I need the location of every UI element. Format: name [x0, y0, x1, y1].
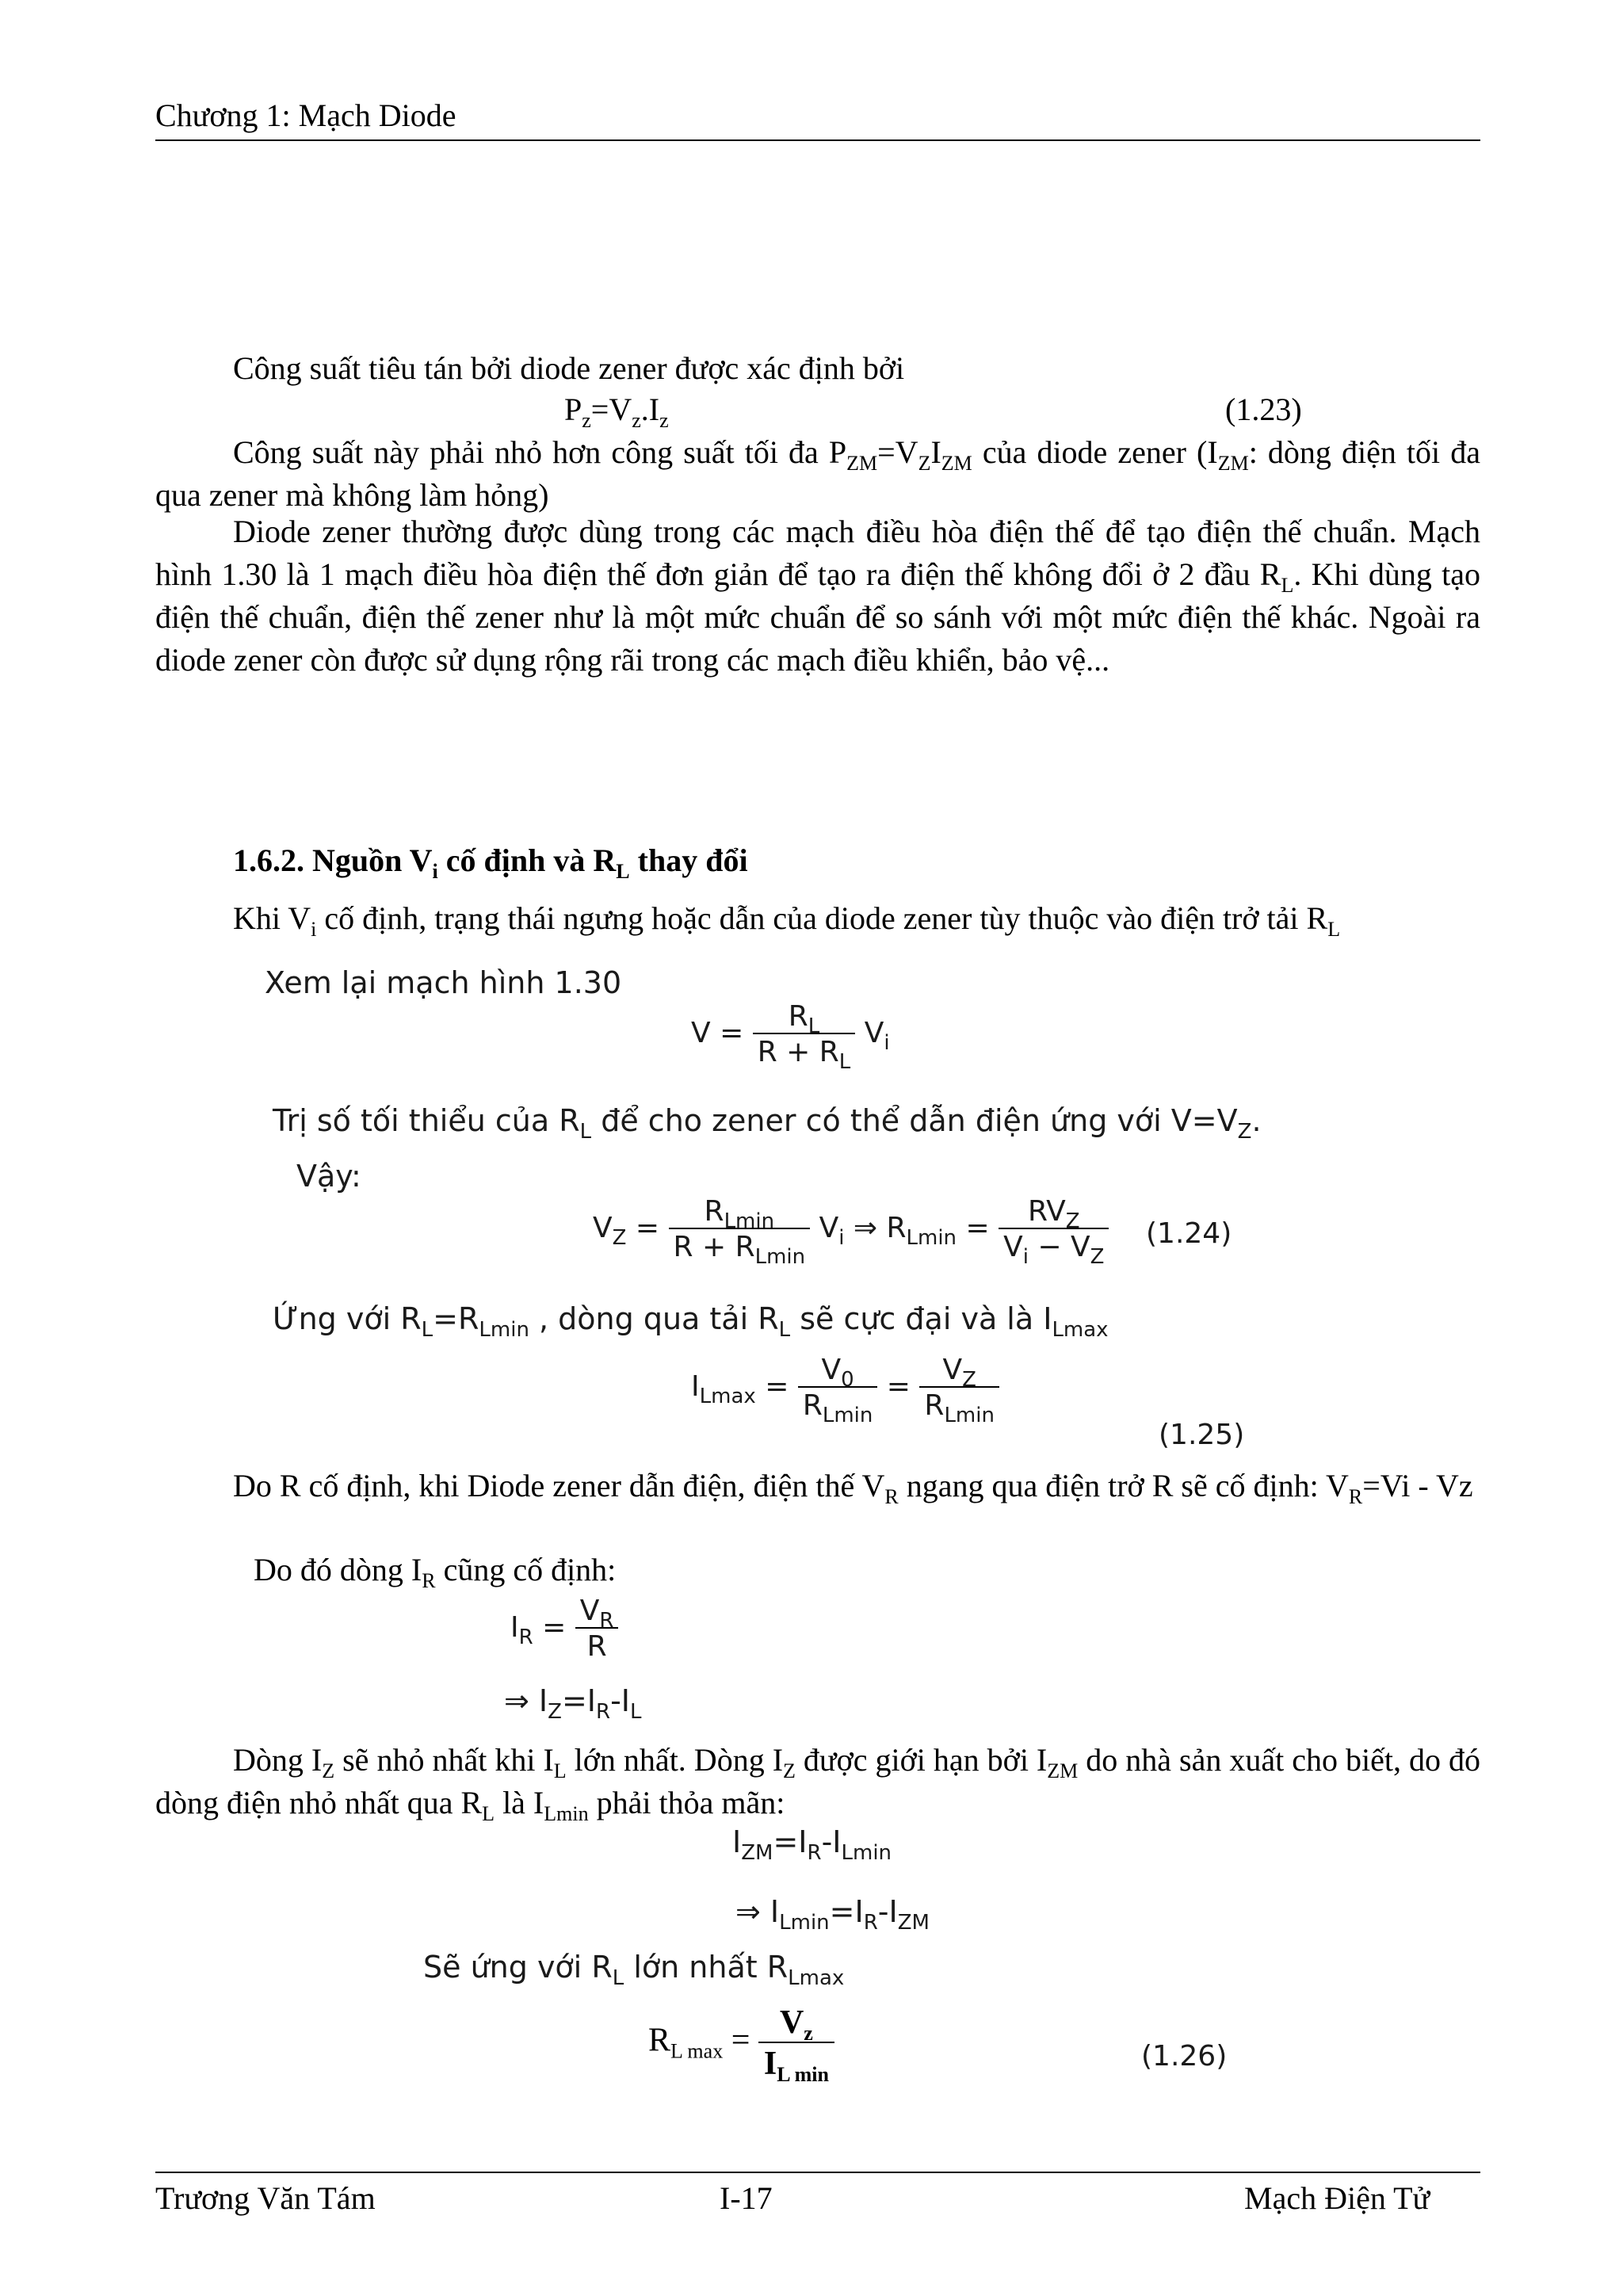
footer-page-number: I-17 [720, 2180, 773, 2216]
footer-author: Trương Văn Tám [155, 2180, 376, 2216]
paragraph-ir-fixed: Do đó dòng $I_R$ cũng cố định: [254, 1552, 617, 1592]
text-rlmax: Sẽ ứng với $R_L$ lớn nhất $R_{Lmax}$ [423, 1950, 845, 1990]
equation-1-25: $I_{Lmax}$ = $\frac{V_0}{R_{Lmin}}$ = $\frac{V_Z}{R_{Lmin}}$ [691, 1354, 999, 1422]
text-rl-equals-rlmin: Ứng với $R_L=R_{Lmin}$ , dòng qua tải $R_L$ sẽ cực đại và là $I_{Lmax}$ [273, 1301, 1109, 1342]
paragraph-max-power: Công suất này phải nhỏ hơn công suất tối đa $P_{ZM}=V_ZI_{ZM}$ của diode zener ($I_{ZM}$: dòng điện tối đa qua zener mà không làm hỏng) [155, 434, 1480, 513]
equation-ir: $I_R$ = $\frac{V_R}{R}$ [510, 1595, 618, 1663]
section-heading-1-6-2: 1.6.2. Nguồn $V_i$ cố định và $R_L$ thay đổi [233, 842, 748, 883]
equation-1-26: $R_{L max}$ = $\frac{V_z}{I_{L min}}$ [648, 2004, 834, 2083]
paragraph-vr-fixed: Do R cố định, khi Diode zener dẫn điện, điện thế $V_R$ ngang qua điện trở R sẽ cố định: $V_R=Vi - Vz$ [233, 1468, 1473, 1508]
equation-number-1-24: (1.24) [1146, 1217, 1232, 1250]
equation-1-24: $V_Z$ = $\frac{R_{Lmin}}{R + R_{Lmin}}$ $V_i$ ⇒ $R_{Lmin}$ = $\frac{RV_Z}{V_i - V_Z}$ [593, 1195, 1109, 1263]
equation-voltage-divider: V = $\frac{R_L}{R + R_L}$ $V_i$ [691, 1000, 890, 1074]
header-rule [155, 139, 1480, 141]
equation-1-23: $P_z=V_z.I_z$ [564, 392, 669, 432]
text-therefore: Vậy: [296, 1159, 361, 1194]
equation-iz: ⇒ $I_Z=I_R-I_L$ [504, 1683, 642, 1724]
text-min-rl: Trị số tối thiểu của $R_L$ để cho zener có thể dẫn điện ứng với $V=V_Z$. [273, 1103, 1262, 1144]
equation-izm: $I_{ZM}=I_R-I_{Lmin}$ [732, 1824, 892, 1865]
paragraph-iz-min: Dòng $I_Z$ sẽ nhỏ nhất khi $I_L$ lớn nhất. Dòng $I_Z$ được giới hạn bởi $I_{ZM}$ do nhà sản xuất cho biết, do đó dòng điện nhỏ nhất qua $R_L$ là $I_{Lmin}$ phải thỏa mãn: [155, 1742, 1480, 1825]
equation-ilmin: ⇒ $I_{Lmin}=I_R-I_{ZM}$ [735, 1894, 930, 1935]
text-review-circuit: Xem lại mạch hình 1.30 [265, 965, 622, 1000]
paragraph-power-intro: Công suất tiêu tán bởi diode zener được xác định bởi [233, 350, 905, 386]
equation-number-1-26: (1.26) [1141, 2040, 1228, 2073]
footer-rule [155, 2172, 1480, 2173]
paragraph-zener-usage: Diode zener thường được dùng trong các mạch điều hòa điện thế để tạo điện thế chuẩn. Mạch hình 1.30 là 1 mạch điều hòa điện thế đơn giản để tạo ra điện thế không đổi ở 2 đầu $R_L$. Khi dùng tạo điện thế chuẩn, điện thế zener như là một mức chuẩn để so sánh với một mức điện thế khác. Ngoài ra diode zener còn được sử dụng rộng rãi trong các mạch điều khiển, bảo vệ... [155, 514, 1480, 678]
paragraph-vi-fixed: Khi $V_i$ cố định, trạng thái ngưng hoặc dẫn của diode zener tùy thuộc vào điện trở tải $R_L$ [233, 900, 1341, 941]
equation-number-1-23: (1.23) [1225, 392, 1302, 427]
footer-book-title: Mạch Điện Tử [1244, 2180, 1430, 2216]
page-header: Chương 1: Mạch Diode [155, 97, 456, 133]
equation-number-1-25: (1.25) [1159, 1419, 1245, 1451]
